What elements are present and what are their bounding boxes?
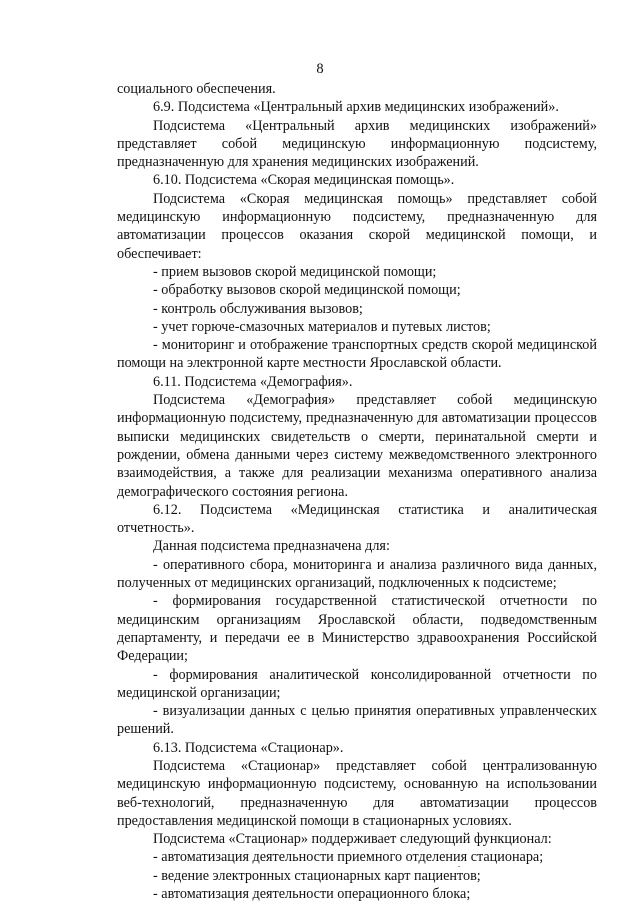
paragraph: - визуализации данных с целью принятия оперативных управленческих решений.	[117, 703, 597, 738]
paragraph: - учет горюче-смазочных материалов и путевых листов;	[153, 318, 491, 335]
document-body	[117, 80, 597, 903]
paragraph: Данная подсистема предназначена для:	[153, 538, 390, 555]
paragraph: - контроль обслуживания вызовов;	[153, 300, 363, 317]
page-number: 8	[316, 61, 324, 77]
scan-speck	[458, 866, 460, 867]
paragraph: - прием вызовов скорой медицинской помощи;	[153, 263, 437, 280]
paragraph: - обработку вызовов скорой медицинской помощи;	[153, 282, 461, 299]
paragraph: - мониторинг и отображение транспортных средств скорой медицинской помощи на электронной карте местности Ярославской области.	[117, 337, 597, 372]
paragraph: - формирования государственной статистической отчетности по медицинским организациям Ярославской области, подведомственным департаменту, и передачи ее в Министерство здравоохранения Российской Федерации;	[117, 593, 597, 665]
paragraph: Подсистема «Центральный архив медицинских изображений» представляет собой медицинскую информационную подсистему, предназначенную для хранения медицинских изображений.	[117, 117, 597, 171]
paragraph: 6.12. Подсистема «Медицинская статистика и аналитическая отчетность».	[117, 501, 597, 537]
paragraph: - ведение электронных стационарных карт пациентов;	[153, 867, 481, 884]
paragraph: - формирования аналитической консолидированной отчетности по медицинской организации;	[117, 666, 597, 701]
paragraph: Подсистема «Скорая медицинская помощь» представляет собой медицинскую информационную подсистему, предназначенную для автоматизации процессов оказания скорой медицинской помощи, и обеспечивает:	[117, 190, 597, 262]
paragraph: - автоматизация деятельности приемного отделения стационара;	[153, 849, 544, 866]
paragraph: Подсистема «Стационар» представляет собой централизованную медицинскую информационную подсистему, основанную на использовании веб-технологий, предназначенную для автоматизации процессов предоставления медицинской помощи в стационарных условиях.	[117, 757, 597, 829]
paragraph: 6.11. Подсистема «Демография».	[153, 373, 353, 390]
paragraph: - оперативного сбора, мониторинга и анализа различного вида данных, полученных от медицинских организаций, подключенных к подсистеме;	[117, 556, 597, 592]
paragraph: Подсистема «Демография» представляет собой медицинскую информационную подсистему, предназначенную для автоматизации процессов выписки медицинских свидетельств о смерти, перинатальной смерти и рождении, обмена данными через систему межведомственного электронного взаимодействия, а также для реализации механизма оперативного анализа демографического состояния региона.	[117, 392, 597, 500]
paragraph: 6.9. Подсистема «Центральный архив медицинских изображений».	[153, 99, 559, 116]
paragraph: - автоматизация деятельности операционного блока;	[153, 886, 471, 903]
paragraph: 6.13. Подсистема «Стационар».	[153, 739, 344, 756]
paragraph: Подсистема «Стационар» поддерживает следующий функционал:	[153, 831, 552, 848]
paragraph: социального обеспечения.	[117, 81, 276, 97]
paragraph: 6.10. Подсистема «Скорая медицинская помощь».	[153, 172, 455, 189]
